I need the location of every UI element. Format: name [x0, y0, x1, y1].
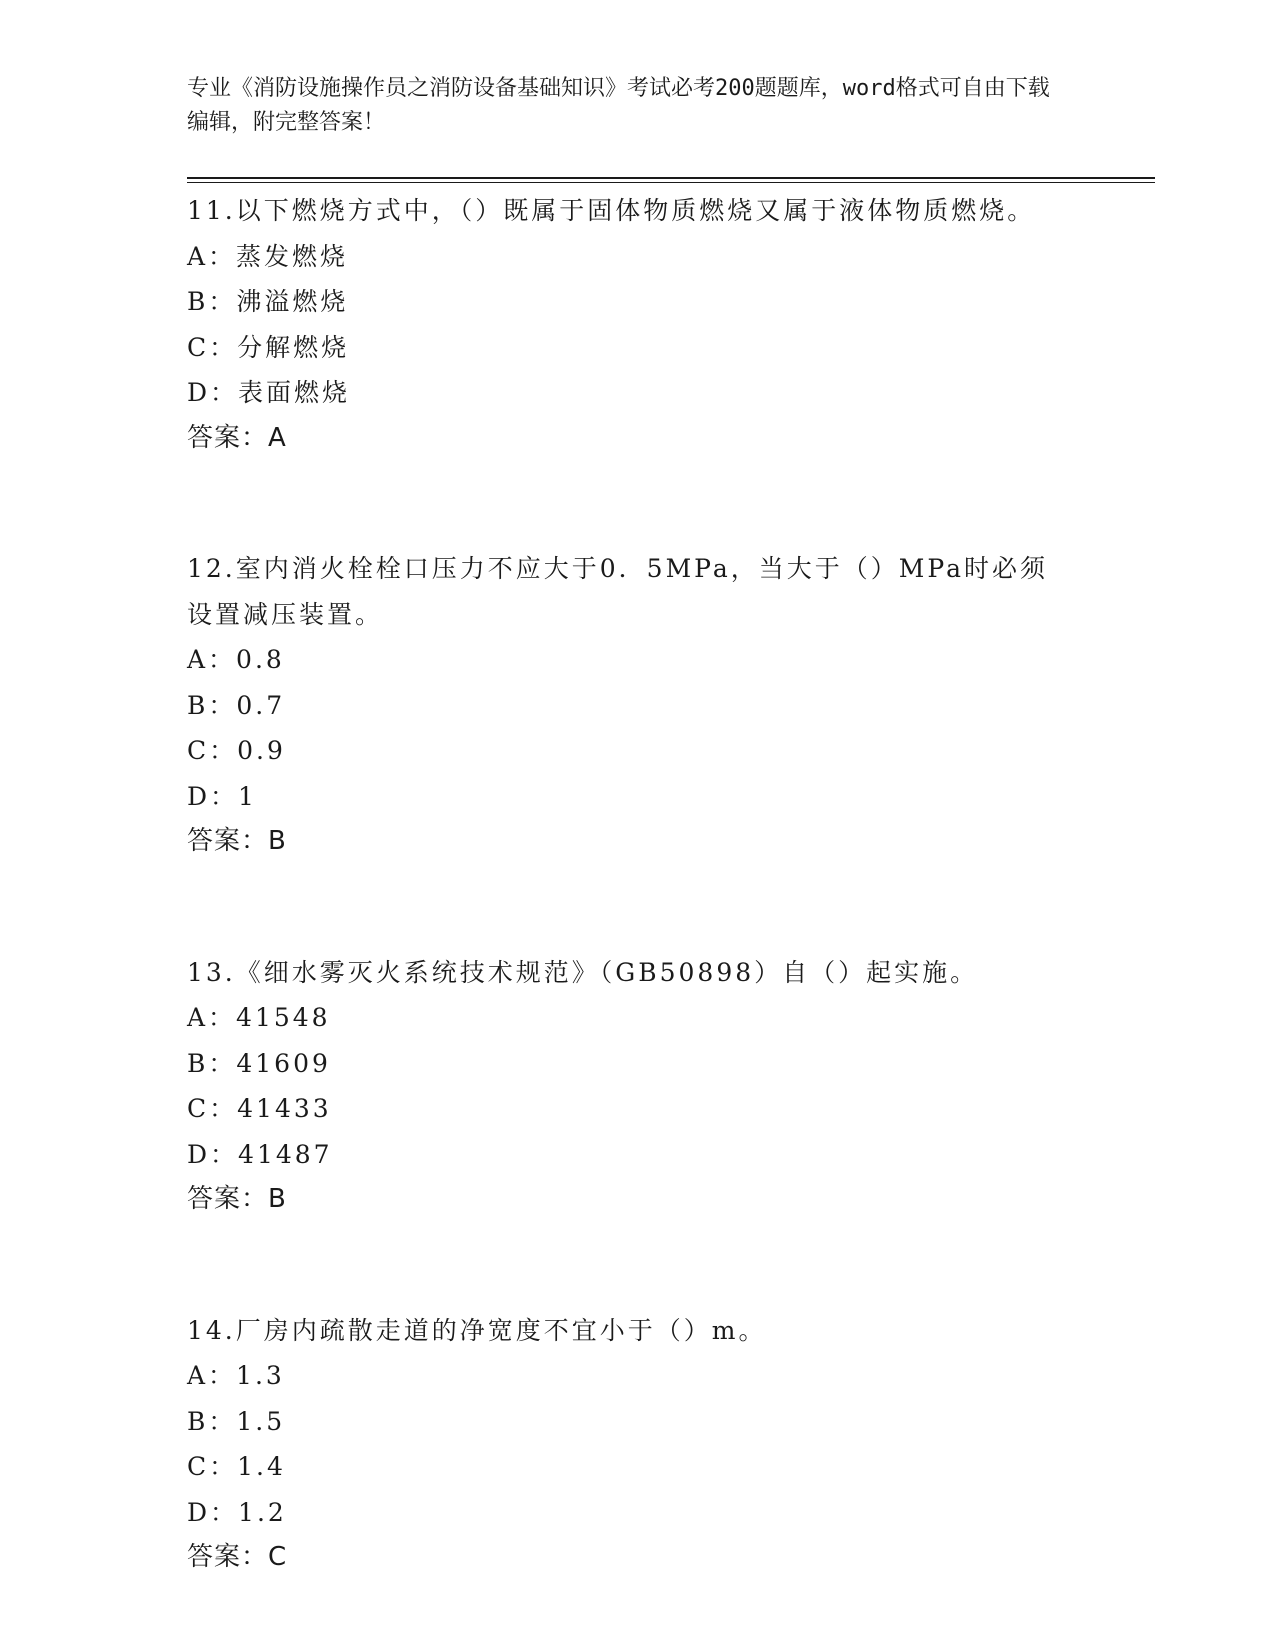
question-13 [187, 950, 1067, 1223]
option-c: C：0.9 [187, 736, 286, 765]
question-stem: 12.室内消火栓栓口压力不应大于0．5MPa，当大于（）MPa时必须设置减压装置。 [187, 554, 1048, 629]
option-b: B：41609 [187, 1048, 331, 1078]
option-c: C：分解燃烧 [187, 332, 350, 362]
option-list [187, 1353, 1067, 1535]
option-d: D：1 [187, 781, 257, 811]
option-b: B：1.5 [187, 1406, 286, 1436]
question-12 [187, 546, 1067, 865]
header-divider-thick [187, 177, 1155, 179]
option-list [187, 234, 1067, 416]
question-stem: 14.厂房内疏散走道的净宽度不宜小于（）m。 [187, 1315, 767, 1345]
question-14 [187, 1308, 1067, 1581]
option-a: A：0.8 [187, 645, 285, 674]
answer-label: 答案：A [187, 422, 287, 453]
option-d: D：1.2 [187, 1497, 287, 1527]
option-a: A：41548 [187, 1003, 331, 1032]
option-d: D：表面燃烧 [187, 378, 351, 407]
option-c: C：41433 [187, 1094, 332, 1123]
option-d: D：41487 [187, 1139, 333, 1169]
option-a: A：蒸发燃烧 [187, 241, 349, 271]
option-a: A：1.3 [187, 1361, 285, 1390]
question-11 [187, 188, 1067, 461]
answer-label: 答案：B [187, 826, 287, 856]
option-c: C：1.4 [187, 1452, 286, 1481]
option-b: B：沸溢燃烧 [187, 287, 349, 316]
answer-label: 答案：B [187, 1184, 287, 1214]
question-stem: 11.以下燃烧方式中，（）既属于固体物质燃烧又属于液体物质燃烧。 [187, 196, 1036, 225]
document-header: 专业《消防设施操作员之消防设备基础知识》考试必考200题题库，word格式可自由下载编辑，附完整答案！ [187, 76, 1050, 135]
answer-label: 答案：C [187, 1542, 288, 1572]
option-b: B：0.7 [187, 690, 286, 720]
header-divider-thin [187, 182, 1155, 183]
option-list [187, 637, 1067, 819]
option-list [187, 995, 1067, 1177]
question-stem: 13.《细水雾灭火系统技术规范》（GB50898）自（）起实施。 [187, 957, 979, 987]
question-list [187, 188, 1067, 1581]
